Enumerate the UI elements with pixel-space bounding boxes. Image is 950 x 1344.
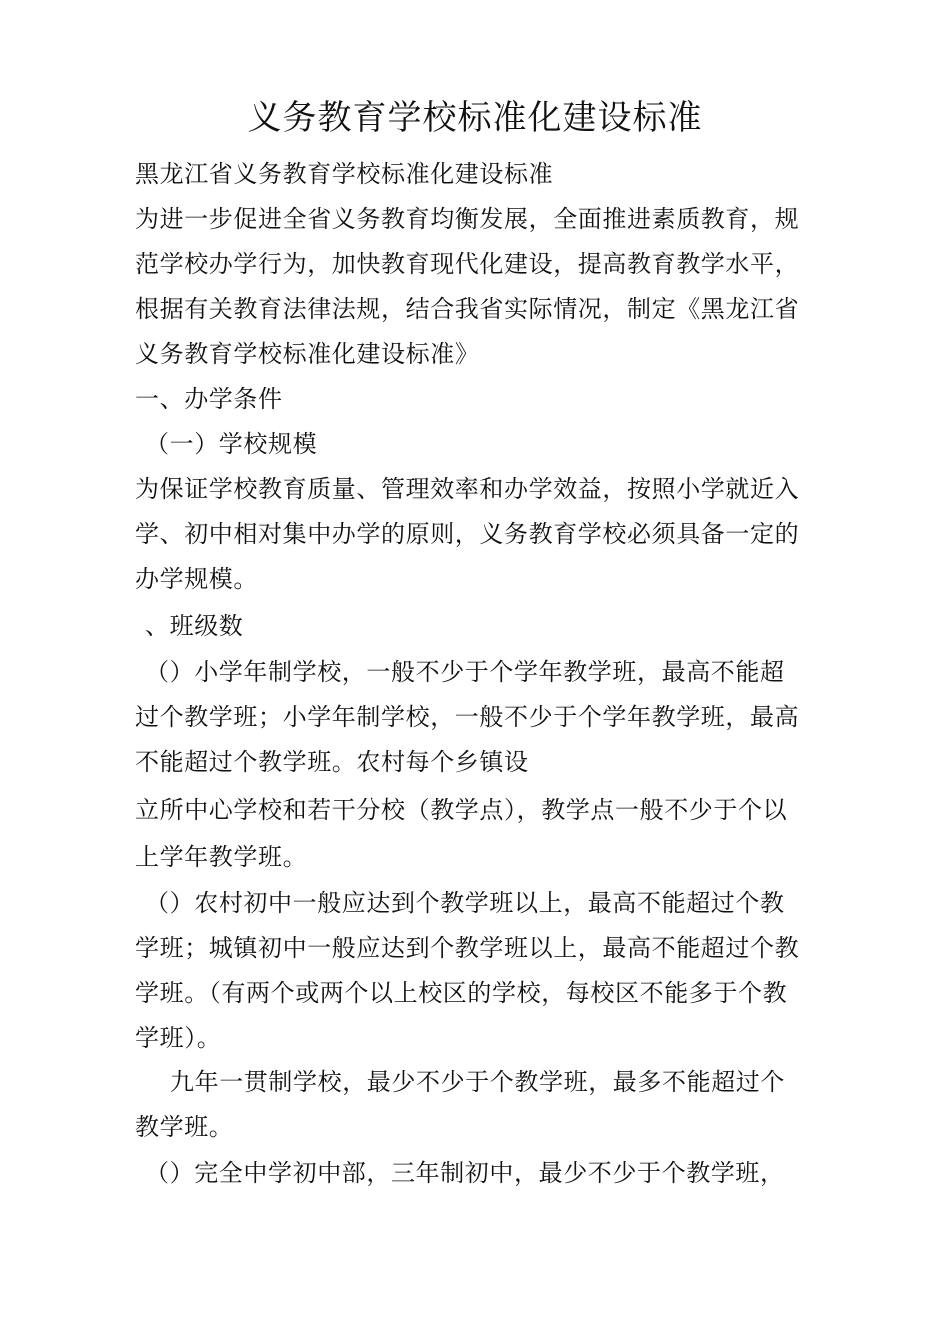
paragraph-line: 义务教育学校标准化建设标准》 [135, 340, 480, 368]
paragraph-line: 立所中心学校和若干分校（教学点），教学点一般不少于个以 [135, 796, 788, 824]
paragraph-line: 过个教学班；小学年制学校，一般不少于个学年教学班，最高 [135, 703, 800, 731]
paragraph-line: （）农村初中一般应达到个教学班以上，最高不能超过个教 [145, 889, 785, 917]
paragraph-line: 学班。（有两个或两个以上校区的学校，每校区不能多于个教 [135, 979, 788, 1007]
section-heading: 一、办学条件 [135, 385, 283, 413]
paragraph-line: 为进一步促进全省义务教育均衡发展，全面推进素质教育，规 [135, 205, 800, 233]
paragraph-line: （）完全中学初中部，三年制初中，最少不少于个教学班， [145, 1159, 785, 1187]
paragraph-line: 为保证学校教育质量、管理效率和办学效益，按照小学就近入 [135, 475, 800, 503]
paragraph-line: 不能超过个教学班。农村每个乡镇设 [135, 748, 529, 776]
item-heading: 、班级数 [145, 612, 244, 640]
paragraph-line: 学班；城镇初中一般应达到个教学班以上，最高不能超过个教 [135, 934, 800, 962]
paragraph-line: 学、初中相对集中办学的原则，义务教育学校必须具备一定的 [135, 520, 800, 548]
paragraph-line: 上学年教学班。 [135, 843, 308, 871]
paragraph-line: 教学班。 [135, 1113, 234, 1141]
paragraph-line: 学班）。 [135, 1024, 222, 1052]
document-title: 义务教育学校标准化建设标准 [247, 98, 703, 138]
paragraph-line: （）小学年制学校，一般不少于个学年教学班，最高不能超 [145, 658, 785, 686]
paragraph-line: 九年一贯制学校，最少不少于个教学班，最多不能超过个 [170, 1068, 785, 1096]
subsection-heading: （一）学校规模 [145, 430, 318, 458]
paragraph-line: 办学规模。 [135, 565, 258, 593]
paragraph-line: 根据有关教育法律法规，结合我省实际情况，制定《黑龙江省 [135, 295, 800, 323]
subtitle-line: 黑龙江省义务教育学校标准化建设标准 [135, 160, 554, 188]
paragraph-line: 范学校办学行为，加快教育现代化建设，提高教育教学水平， [135, 250, 800, 278]
